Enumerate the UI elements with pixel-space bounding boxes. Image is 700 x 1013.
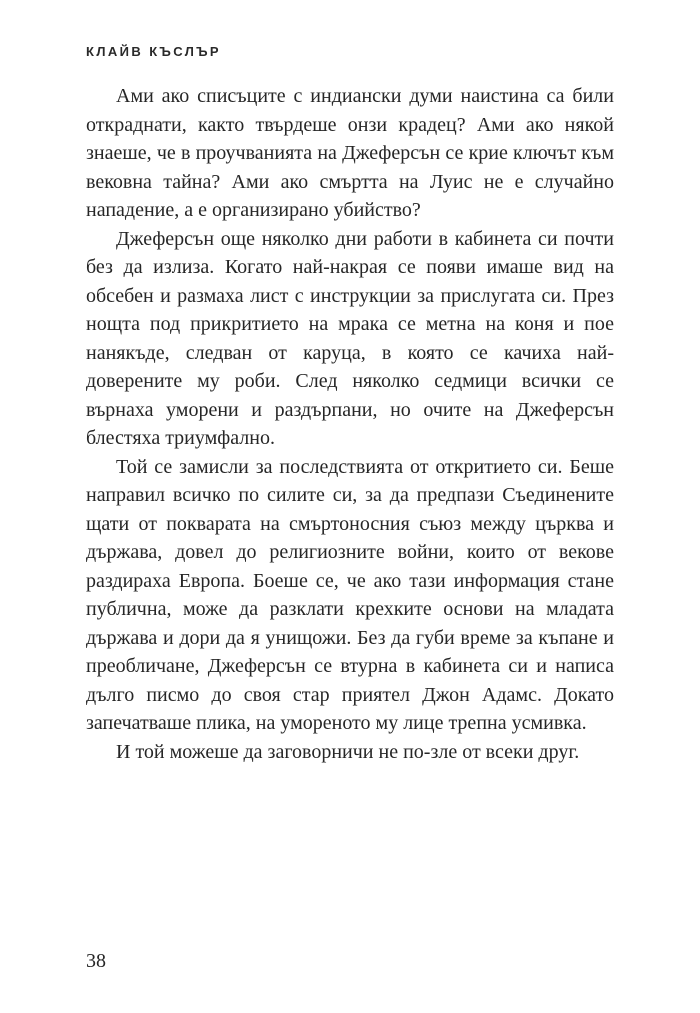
- paragraph: Ами ако списъците с индиански думи наистина са били откраднати, както твърдеше онзи крадец? Ами ако някой знаеше, че в проучванията на Джеферсън се крие ключът към вековна тайна? Ами ако смъртта на Луис не е случайно нападение, а е организирано убийство?: [86, 85, 614, 221]
- paragraph: Той се замисли за последствията от откритието си. Беше направил всичко по силите си, за да предпази Съединените щати от покварата на смъртоносния съюз между църква и държава, довел до религиозните войни, които от векове раздираха Европа. Боеше се, че ако тази информация стане публична, може да разклати крехките основи на младата държава и дори да я унищожи. Без да губи време за къпане и преобличaне, Джеферсън се втурна в кабинета си и написа дълго писмо до своя стар приятел Джон Адамс. Докато запечатваше плика, на уморeното му лице трепна усмивка.: [86, 455, 614, 734]
- page-number: 38: [86, 950, 106, 972]
- body-text: [86, 82, 614, 766]
- paragraph: И той можеше да заговорничи не по-зле от всеки друг.: [116, 740, 580, 763]
- paragraph: Джеферсън още няколко дни работи в кабинета си почти без да излиза. Когато най-накрая се появи имаше вид на обсебен и размаха лист с инструкции за прислугата си. През нощта под прикритието на мрака се метна на коня и пое нанякъде, следван от каруца, в която се качиха най-доверените му роби. След няколко седмици всички се върнаха уморени и раздърпани, но очите на Джеферсън блестяха триумфално.: [86, 227, 614, 449]
- running-head-author: КЛАЙВ КЪСЛЪР: [86, 44, 221, 59]
